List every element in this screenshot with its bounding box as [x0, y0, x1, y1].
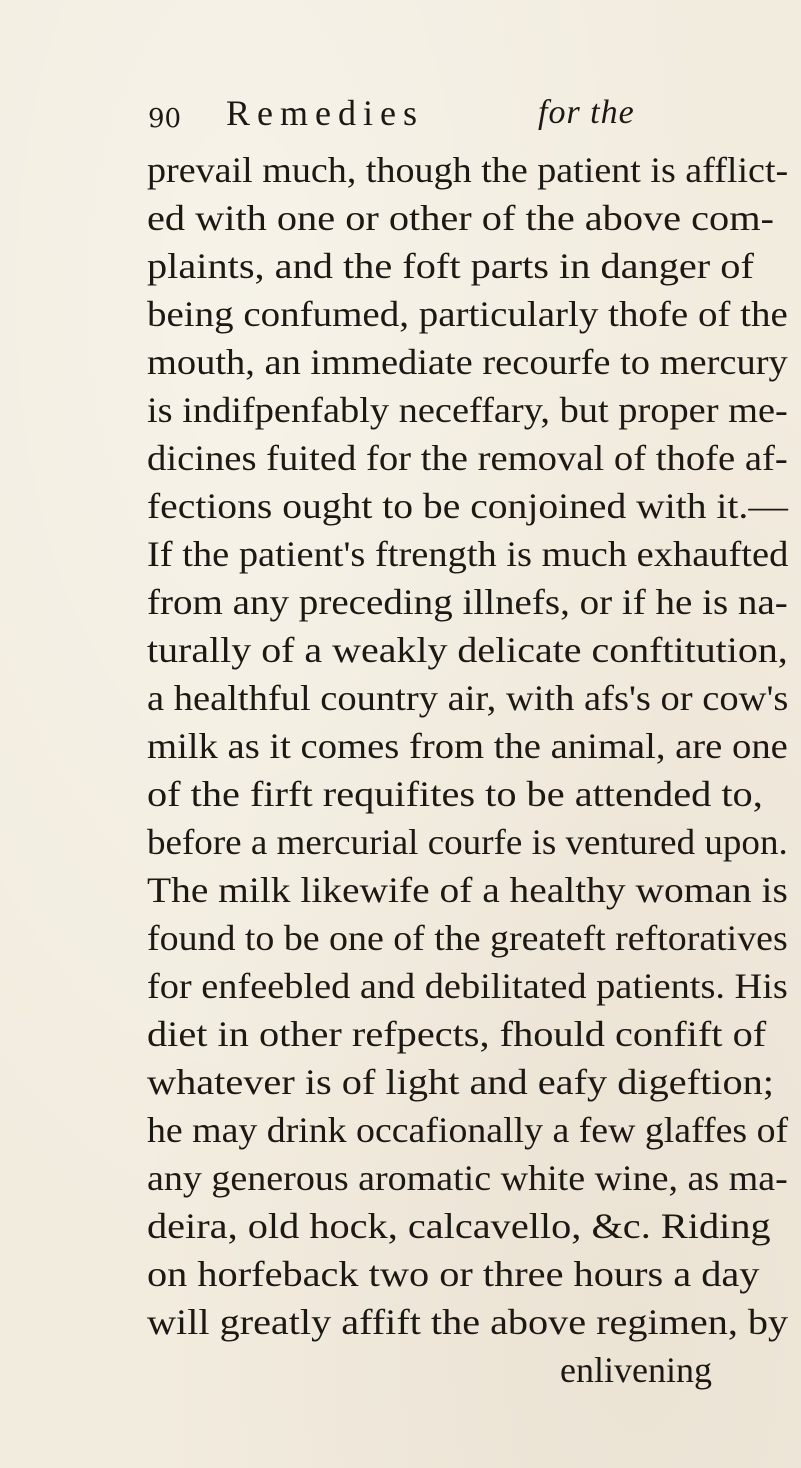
running-head-italic: for the: [538, 94, 635, 131]
text-line: The milk likewife of a healthy woman is: [147, 870, 788, 910]
text-line: prevail much, though the patient is afflict-: [147, 150, 789, 190]
text-line: will greatly affift the above regimen, by: [147, 1302, 789, 1342]
text-line: found to be one of the greateft reftoratives: [147, 918, 788, 958]
text-line: a healthful country air, with afs's or cow's: [147, 678, 789, 718]
text-line: from any preceding illnefs, or if he is na-: [147, 582, 788, 622]
text-line: whatever is of light and eafy digeftion;: [147, 1062, 775, 1102]
text-line: of the firft requifites to be attended to,: [147, 774, 763, 814]
text-line: is indifpenfably neceffary, but proper me-: [147, 390, 788, 430]
running-head: Remedies: [226, 93, 424, 133]
text-line: on horfeback two or three hours a day: [147, 1254, 760, 1294]
text-line: plaints, and the foft parts in danger of: [147, 246, 754, 286]
text-line: If the patient's ftrength is much exhaufted: [147, 534, 789, 574]
page-number: 90: [148, 104, 182, 134]
text-line: deira, old hock, calcavello, &c. Riding: [147, 1206, 771, 1246]
text-line: dicines fuited for the removal of thofe af-: [147, 438, 788, 478]
text-line: ed with one or other of the above com-: [147, 198, 774, 238]
text-line: for enfeebled and debilitated patients. His: [147, 966, 788, 1006]
catchword: enlivening: [560, 1350, 712, 1390]
text-line: turally of a weakly delicate conftitution,: [147, 630, 788, 670]
text-line: mouth, an immediate recourfe to mercury: [147, 342, 788, 382]
text-line: fections ought to be conjoined with it.—: [147, 486, 788, 526]
text-line: any generous aromatic white wine, as ma-: [147, 1158, 788, 1198]
text-line: being confumed, particularly thofe of the: [147, 294, 788, 334]
text-line: before a mercurial courfe is ventured upon.: [147, 822, 788, 862]
text-line: diet in other refpects, fhould confift of: [147, 1014, 767, 1054]
text-line: he may drink occafionally a few glaffes of: [147, 1110, 789, 1150]
text-line: milk as it comes from the animal, are one: [147, 726, 788, 766]
